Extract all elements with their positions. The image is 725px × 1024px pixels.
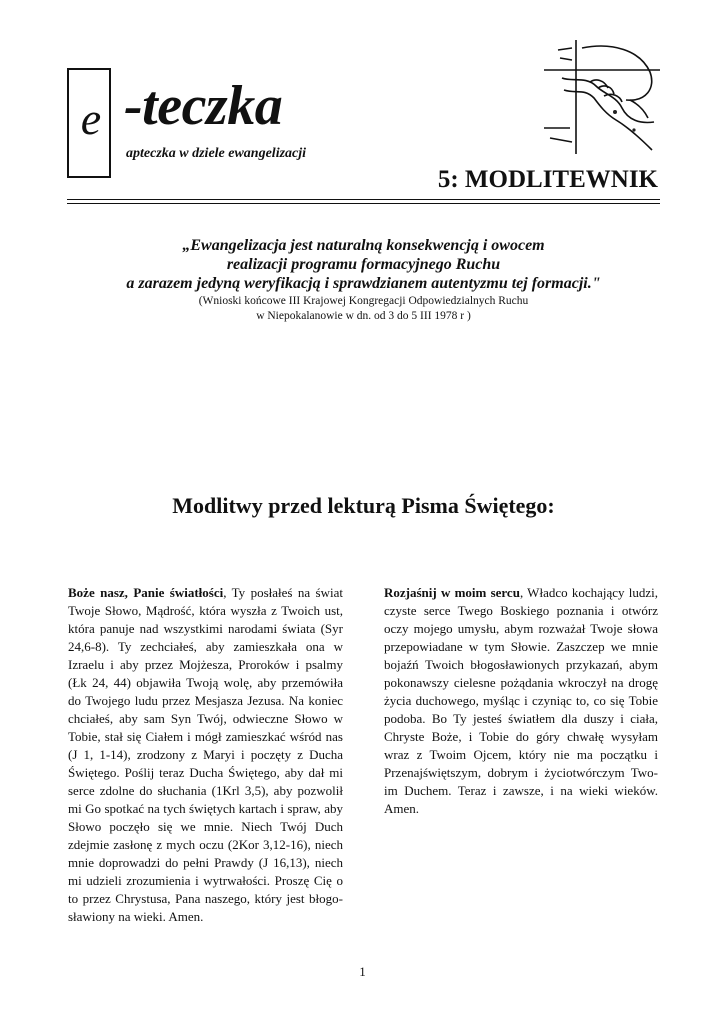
issue-title: 5: MODLITEWNIK [437, 166, 658, 193]
page-subtitle: apteczka w dziele ewangelizacji [126, 146, 307, 161]
prayer-right-column [384, 584, 658, 818]
quote-source-line: (Wnioski końcowe III Krajowej Kongregacji Odpowiedzialnych Ruchu [198, 295, 529, 307]
hands-logo-illustration [542, 38, 662, 156]
prayer-text: , Ty posłałeś na świat Twoje Słowo, Mądrość, która wyszła z Twoich ust, która panuje nad wszystkimi narodami świata (Syr 24,6-8). Ty zechciałeś, aby zamieszkała ona w Izraelu i aby przez Mojżesza, Proroków i psalmy (Łk 24, 44) objawiła Twoją wolę, aby przemówiła do Twojego ludu przez Mesjasza Jezusa. Na koniec chciałeś, aby sam Syn Twój, odwieczne Słowo w Tobie, stał się Ciałem i mógł zamieszkać wśród nas (J 1, 1-14), zrodzony z Maryi i poczęty z Ducha Świętego. Poślij teraz Ducha Świętego, aby dał mi serce zdolne do słuchania (1Krl 3,5), aby pozwolił mi Go spotkać na tych świętych kartach i spraw, aby Słowo poczęło się we mnie. Niech Twój Duch zdejmie zasłonę z mych oczu (2Kor 3,12-16), niech mnie doprowadzi do pełni Prawdy (J 16,13), niech mi udzieli zrozumienia i wytrwałości. Proszę Cię o to przez Chrystusa, Pana naszego, który jest błogo-sławiony na wieki. Amen. [68, 585, 343, 924]
quote-line: realizacji programu formacyjnego Ruchu [226, 256, 501, 273]
quote-source-line: w Niepokalanowie w dn. od 3 do 5 III 1978 r ) [256, 310, 471, 322]
logo-letter: e [80, 93, 102, 144]
quote-line: a zarazem jedyną weryfikacją i sprawdzianem autentyzmu tej formacji." [126, 275, 601, 292]
page-title: -teczka [124, 75, 283, 137]
prayer-text: , Władco kochający ludzi, czyste serce Twego Boskiego poznania i otwórz oczy mojego umysłu, abym rozważał Twoje słowa przepowiadane w tym Słowie. Zaszczep we mnie bojaźń Twoich błogosławionych przykazań, abym pokonawszy cielesne pożądania wkroczył na drogę życia duchowego, myśląc i czyniąc to, co się Tobie podoba. Bo Ty jesteś światłem dla duszy i ciała, Chryste Boże, i Tobie do góry chwałę wysyłam wraz z Twoim Ojcem, który nie ma początku i Przenajświętszym, dobrym i życiotwórczym Two-im Duchem. Teraz i zawsze, i na wieki wieków. Amen. [384, 585, 658, 816]
prayer-lead: Rozjaśnij w moim sercu [384, 585, 520, 600]
quote-source [67, 294, 660, 324]
page-number: 1 [359, 964, 366, 979]
epigraph-quote [67, 236, 660, 293]
prayer-lead: Boże nasz, Panie światłości [68, 585, 224, 600]
logo-curve [582, 46, 652, 100]
section-heading: Modlitwy przed lekturą Pisma Świętego: [172, 493, 555, 518]
prayer-left-column [68, 584, 343, 926]
header-rule-top [67, 199, 660, 200]
quote-line: „Ewangelizacja jest naturalną konsekwencją i owocem [182, 237, 545, 254]
header-rule-bottom [67, 203, 660, 204]
